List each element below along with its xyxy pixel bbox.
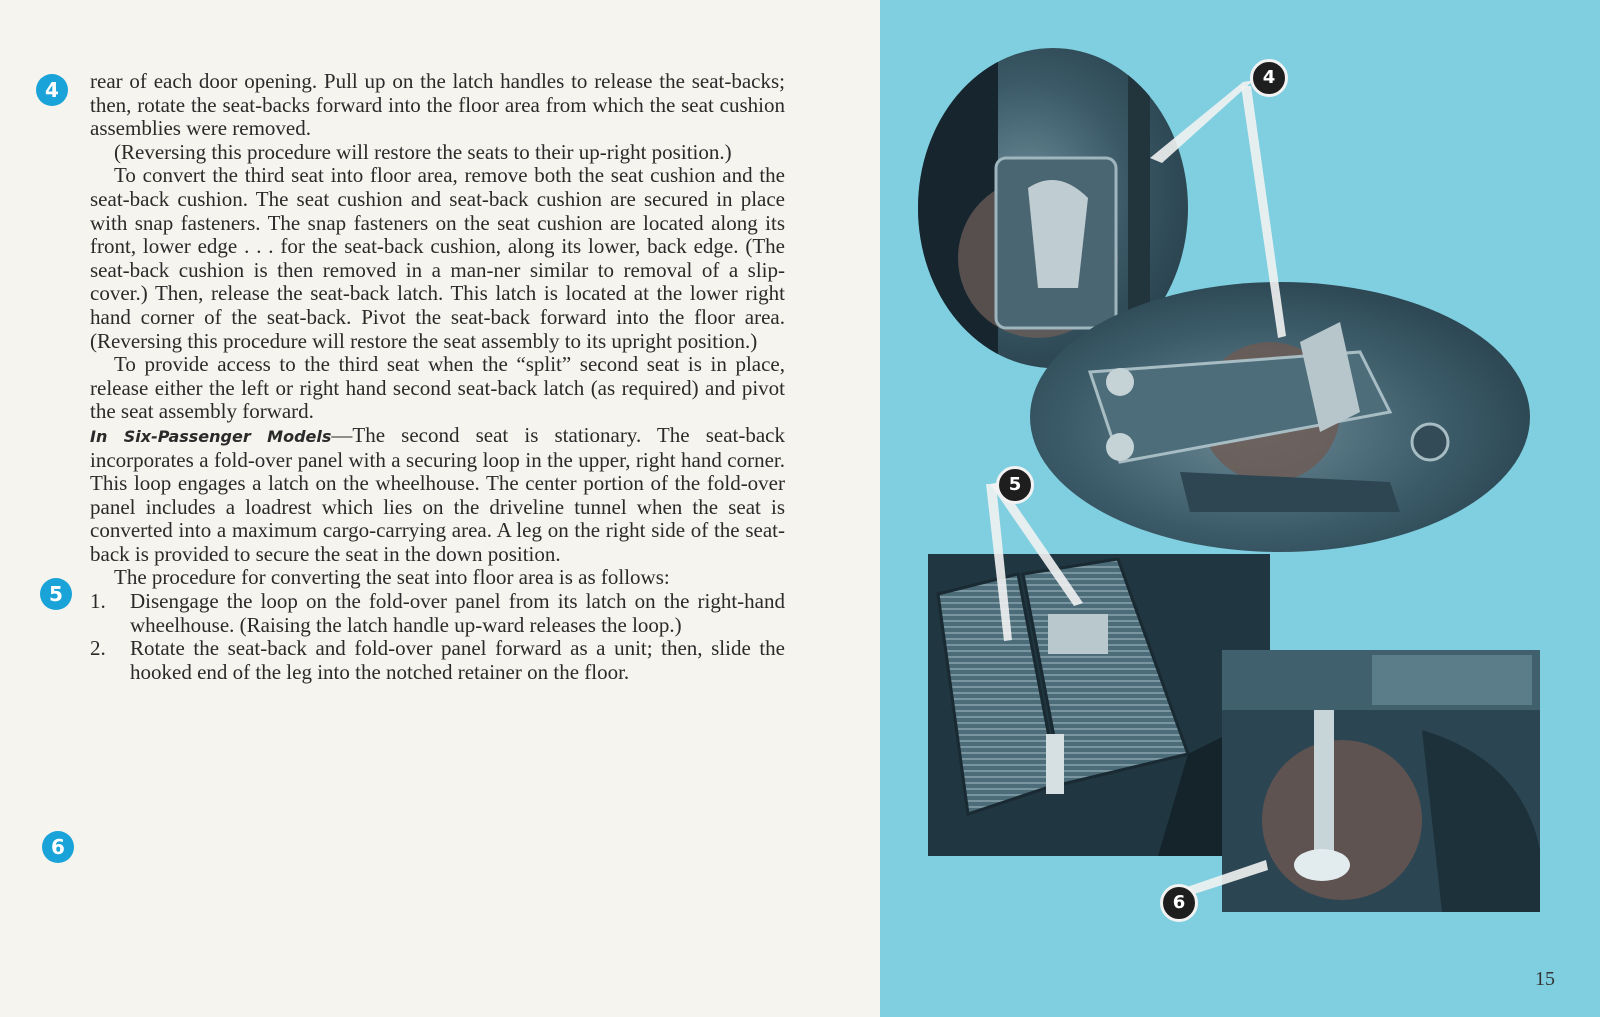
paragraph-1: rear of each door opening. Pull up on the latch handles to release the seat-backs; then, rotate the seat-backs forward into the floor area from which the seat cushion assemblies were removed. — [90, 69, 785, 141]
marker-5-icon: 5 — [40, 578, 72, 610]
callout-5-icon: 5 — [996, 466, 1034, 504]
paragraph-5 — [90, 424, 785, 567]
paragraph-6: The procedure for converting the seat into floor area is as follows: — [114, 565, 670, 590]
callout-6-icon: 6 — [1160, 884, 1198, 922]
section-body: —The second seat is stationary. The seat-back incorporates a fold-over panel with a securing loop in the upper, right hand corner. This loop engages a latch on the wheelhouse. The center portion of the fold-over panel includes a loadrest which lies on the driveline tunnel when the seat is converted into a maximum cargo-carrying area. A leg on the right side of the seat-back is provided to secure the seat in the down position. — [90, 422, 785, 566]
list-item — [90, 637, 785, 684]
body-text — [90, 70, 785, 684]
step-number: 2. — [90, 636, 106, 661]
step-number: 1. — [90, 589, 106, 614]
callout-lines — [880, 0, 1600, 1017]
step-text: Disengage the loop on the fold-over panel from its latch on the right-hand wheelhouse. (Raising the latch handle up-ward releases the loop.) — [130, 589, 785, 637]
procedure-steps — [90, 590, 785, 684]
callout-4-icon: 4 — [1250, 59, 1288, 97]
step-text: Rotate the seat-back and fold-over panel forward as a unit; then, slide the hooked end of the leg into the notched retainer on the floor. — [130, 636, 785, 684]
callout-line-4a — [1150, 80, 1254, 163]
list-item — [90, 590, 785, 637]
page-number: 15 — [1535, 968, 1555, 990]
marker-6-icon: 6 — [42, 831, 74, 863]
callout-line-4b — [1241, 86, 1286, 338]
section-heading: In Six-Passenger Models — [90, 426, 332, 446]
paragraph-2: (Reversing this procedure will restore the seats to their up-right position.) — [114, 139, 732, 164]
marker-4-icon: 4 — [36, 74, 68, 106]
paragraph-4: To provide access to the third seat when the “split” second seat is in place, release either the left or right hand second seat-back latch (as required) and pivot the seat assembly forward. — [90, 352, 785, 424]
paragraph-3: To convert the third seat into floor area, remove both the seat cushion and the seat-back cushion. The seat cushion and seat-back cushion are secured in place with snap fasteners. The snap fasteners on the seat cushion are located along its front, lower edge . . . for the seat-back cushion, along its lower, back edge. (The seat-back cushion is then removed in a man-ner similar to removal of a slip-cover.) Then, release the seat-back latch. This latch is located at the lower right hand corner of the seat-back. Pivot the seat-back forward into the floor area. (Reversing this procedure will restore the seat assembly to its upright position.) — [90, 163, 785, 353]
